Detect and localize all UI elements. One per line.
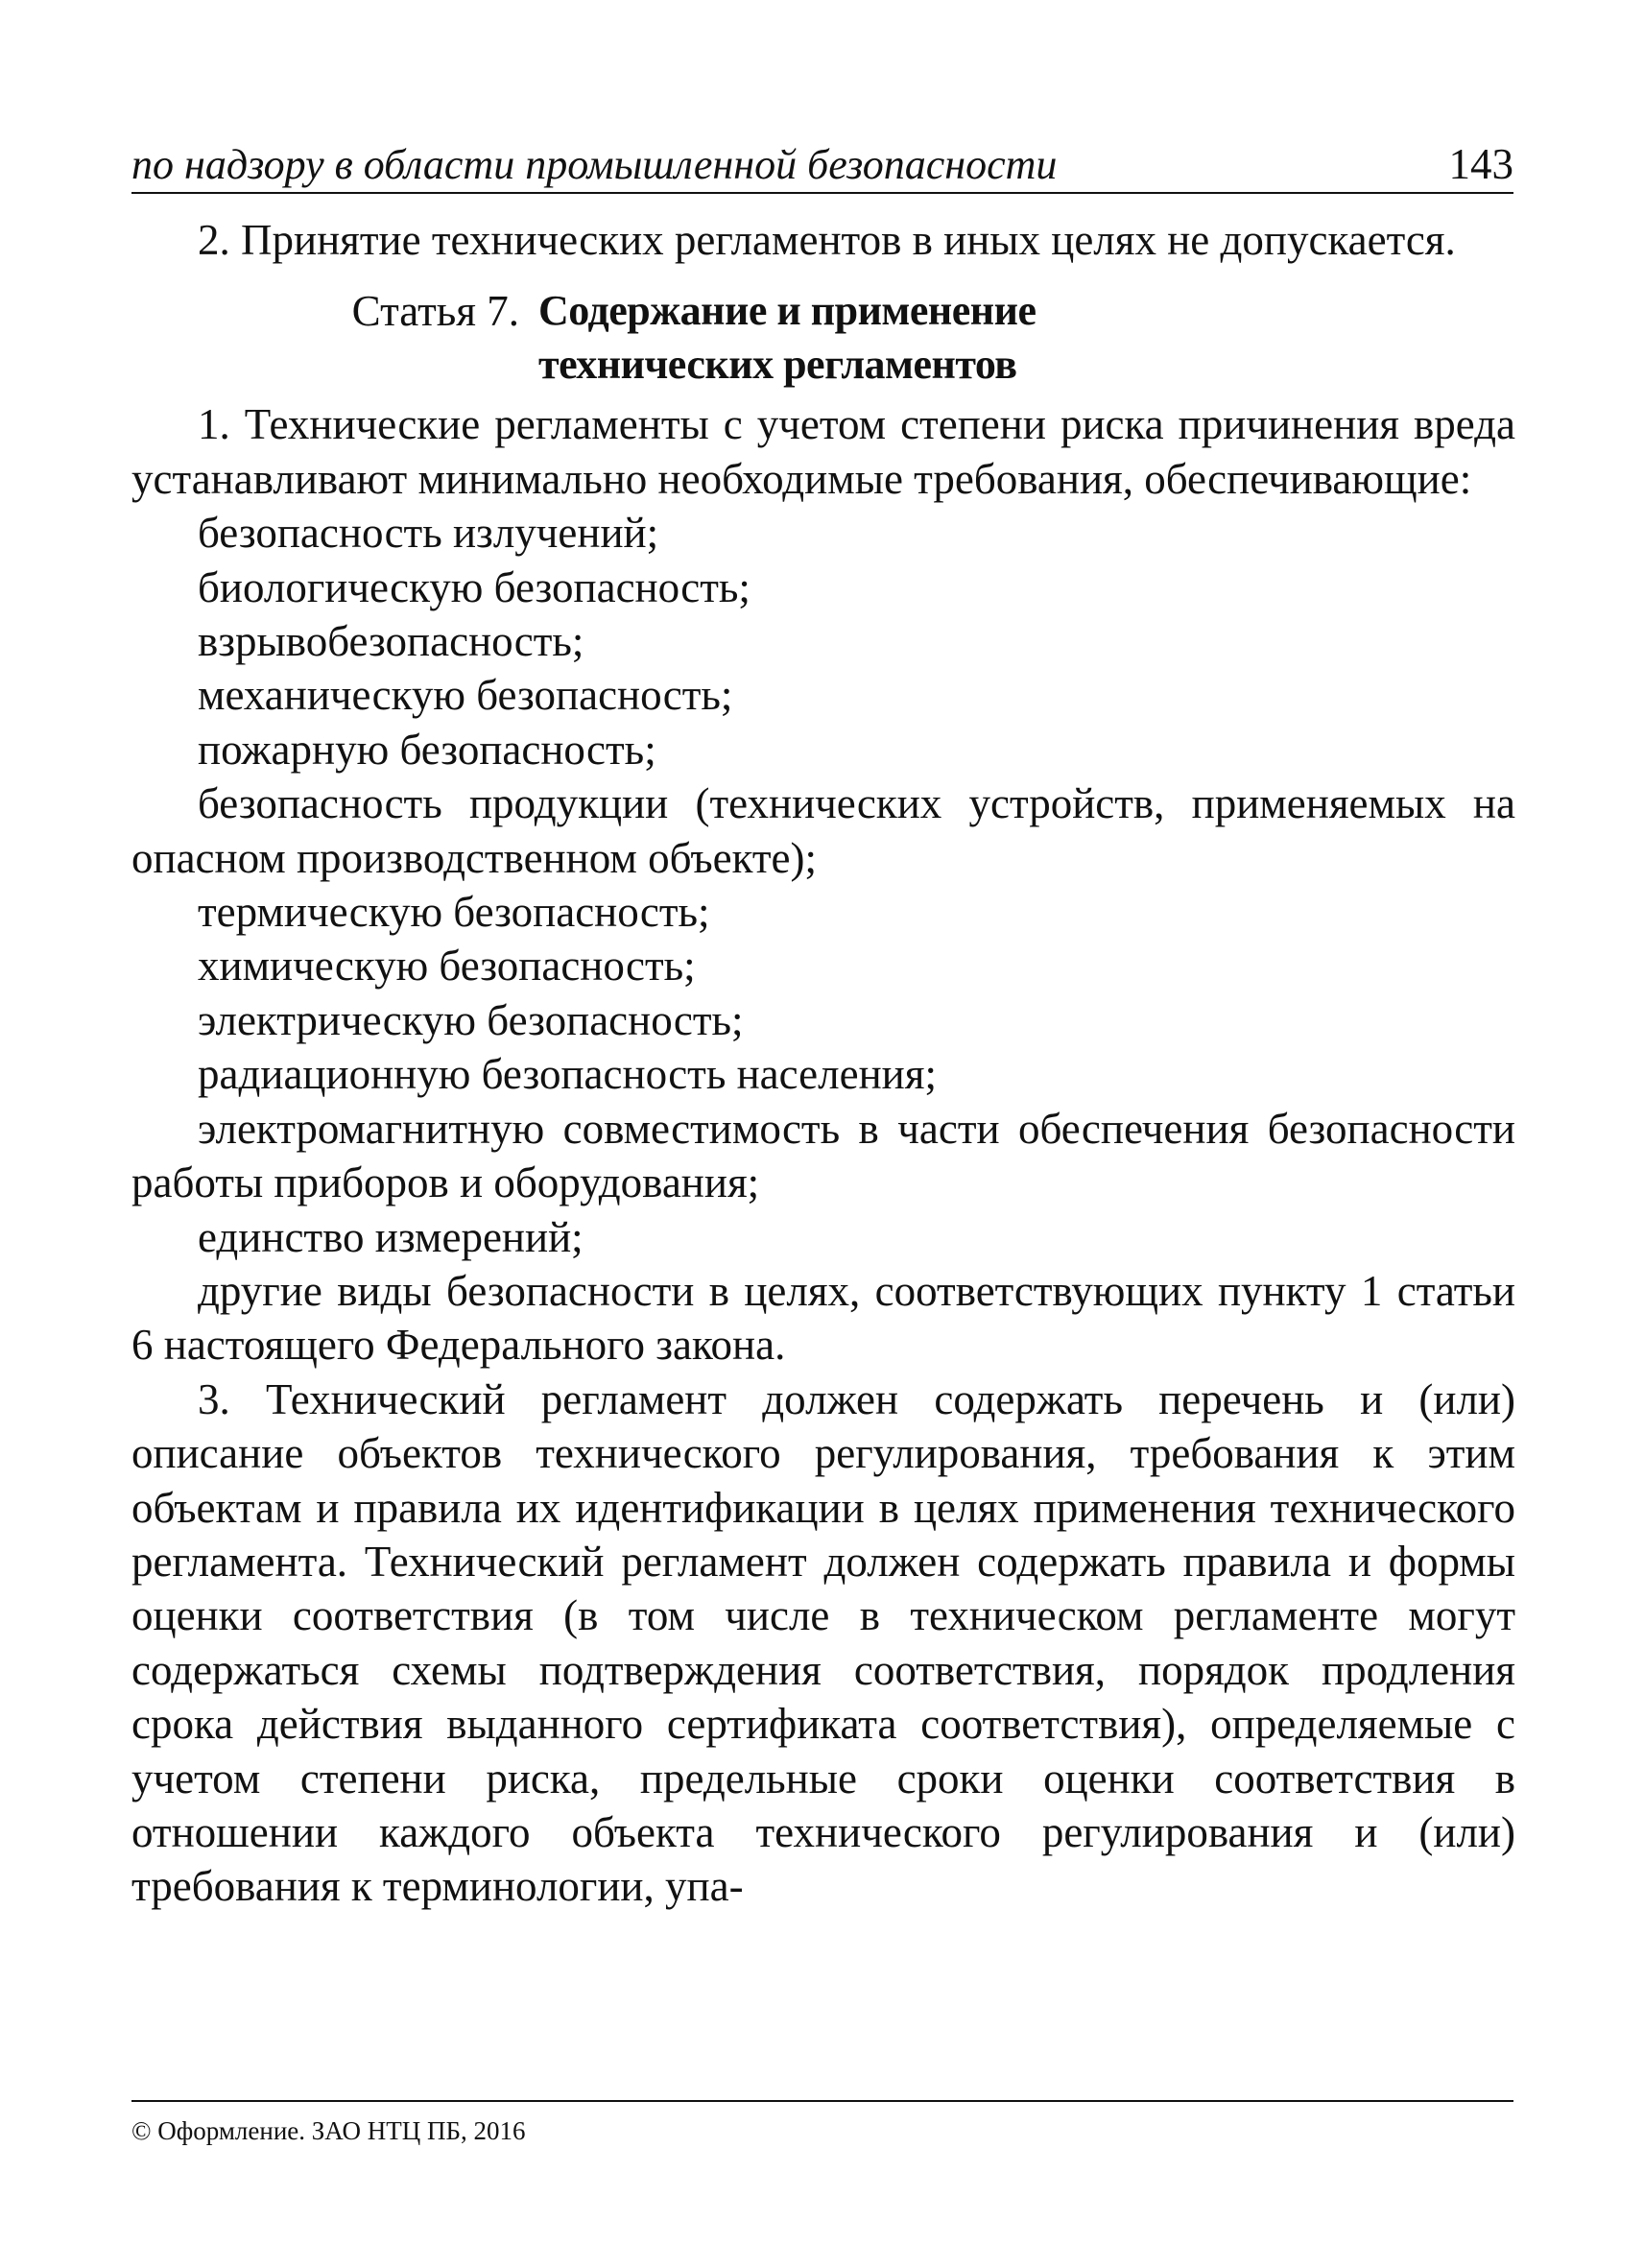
list-item: механическую безопасность; [198,671,733,720]
list-item: безопасность продукции (технических устройств, применяемых на опасном производственном объекте); [131,779,1515,882]
list-item: биологическую безопасность; [198,562,751,611]
list-item: электрическую безопасность; [198,995,744,1044]
list-item: безопасность излучений; [198,509,659,558]
article-number: Статья 7. [351,287,519,336]
list-item: химическую безопасность; [198,942,696,991]
paragraph-2: 2. Принятие технических регламентов в иных целях не допускается. [198,216,1456,264]
list-item: электромагнитную совместимость в части обеспечения безопасности работы приборов и оборудования; [131,1104,1515,1207]
copyright-notice: © Оформление. ЗАО НТЦ ПБ, 2016 [131,2116,526,2145]
list-item: взрывобезопасность; [198,617,584,666]
running-title: по надзору в области промышленной безопасности [131,141,1058,188]
page-footer [131,2100,1513,2146]
page-number: 143 [1448,140,1513,188]
page-header [131,140,1513,194]
article-heading [131,284,1515,392]
list-item: пожарную безопасность; [198,725,656,774]
list-item: радиационную безопасность населения; [198,1050,937,1099]
list-item: единство измерений; [198,1212,584,1261]
body-text [131,213,1515,1914]
list-item: термическую безопасность; [198,888,710,937]
list-item: другие виды безопасности в целях, соответствующих пункту 1 статьи 6 настоящего Федерального закона. [131,1266,1515,1370]
clause-3: 3. Технический регламент должен содержать перечень и (или) описание объектов технического регулирования, требования к этим объектам и правила их идентификации в целях применения технического регламента. Технический регламент должен содержать правила и формы оценки соответствия (в том числе в техническом регламенте могут содержаться схемы подтверждения соответствия, порядок продления срока действия выданного сертификата соответствия), определяемые с учетом степени риска, предельные сроки оценки соответствия в отношении каждого объекта технического регулирования и (или) требования к терминологии, упа- [131,1374,1515,1911]
clause-1-intro: 1. Технические регламенты с учетом степени риска причинения вреда устанавливают минимально необходимые требования, обеспечивающие: [131,400,1515,503]
article-title: Содержание и применение технических регламентов [538,287,1036,389]
